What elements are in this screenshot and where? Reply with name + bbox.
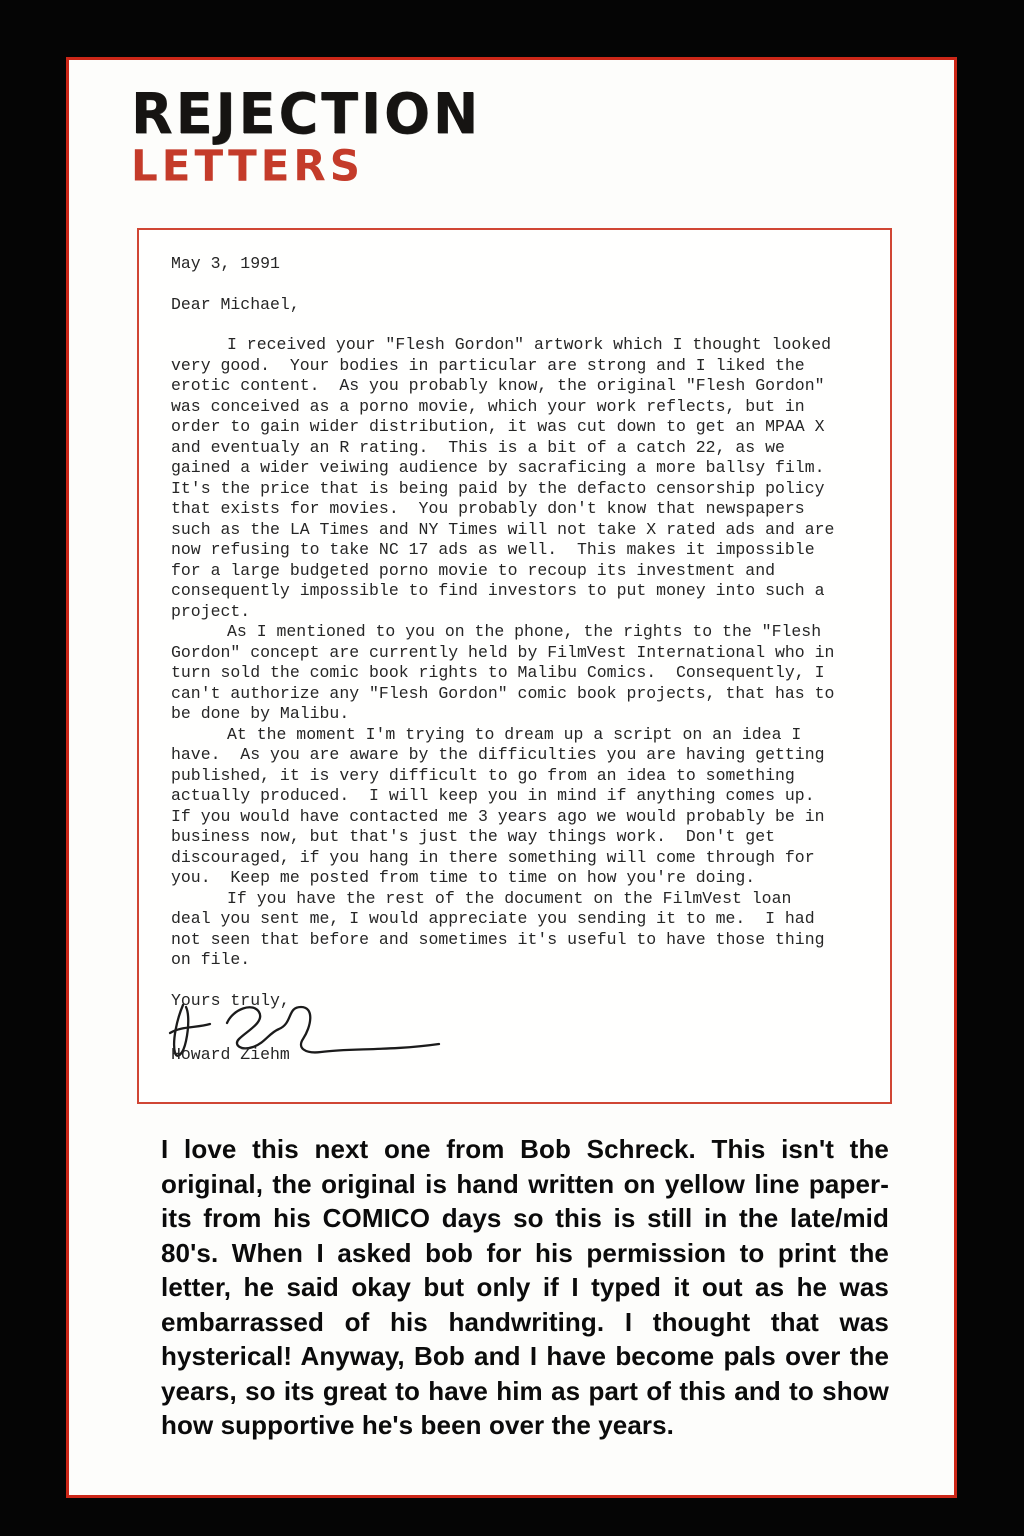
- page-title: [131, 80, 482, 191]
- letter-salutation: Dear Michael,: [171, 294, 300, 314]
- letter-paragraph: As I mentioned to you on the phone, the rights to the "Flesh Gordon" concept are currently held by FilmVest International who in turn sold the comic book rights to Malibu Comics. Consequently, I can't authorize any "Flesh Gordon" comic book projects, that has to be done by Malibu.: [171, 622, 845, 723]
- title-letters: LETTERS: [131, 140, 364, 191]
- letter-date: May 3, 1991: [171, 254, 280, 273]
- page-frame: [66, 57, 957, 1498]
- letter-paragraph: I received your "Flesh Gordon" artwork which I thought looked very good. Your bodies in particular are strong and I liked the erotic content. As you probably know, the original "Flesh Gordon" was conceived as a porno movie, which your work reflects, but in order to gain wider distribution, it was cut down to get an MPAA X and eventualy an R rating. This is a bit of a catch 22, as we gained a wider veiwing audience by sacraficing a more ballsy film. It's the price that is being paid by the defacto censorship policy that exists for movies. You probably don't know that newspapers such as the LA Times and NY Times will not take X rated ads and are now refusing to take NC 17 ads as well. This makes it impossible for a large budgeted porno movie to recoup its investment and consequently impossible to find investors to put money into such a project.: [171, 335, 845, 621]
- letter-signature-name: Howard Ziehm: [171, 1045, 290, 1064]
- letter-closing: Yours truly,: [171, 990, 290, 1010]
- rejection-letter: [137, 228, 892, 1104]
- commentary-text: I love this next one from Bob Schreck. This isn't the original, the original is hand written on yellow line paper- its from his COMICO days so this is still in the late/mid 80's. When I asked bob for his permission to print the letter, he said okay but only if I typed it out as he was embarrassed of his handwriting. I thought that was hysterical! Anyway, Bob and I have become pals over the years, so its great to have him as part of this and to show how supportive he's been over the years.: [161, 1134, 889, 1440]
- letter-paragraph: If you have the rest of the document on the FilmVest loan deal you sent me, I would appreciate you sending it to me. I had not seen that before and sometimes it's useful to have those thing on file.: [171, 888, 835, 969]
- letter-paragraph: At the moment I'm trying to dream up a script on an idea I have. As you are aware by the difficulties you are having getting published, it is very difficult to go from an idea to something actually produced. I will keep you in mind if anything comes up. If you would have contacted me 3 years ago we would probably be in business now, but that's just the way things work. Don't get discouraged, if you hang in there something will come through for you. Keep me posted from time to time on how you're doing.: [171, 724, 835, 887]
- title-rejection: REJECTION: [131, 80, 482, 147]
